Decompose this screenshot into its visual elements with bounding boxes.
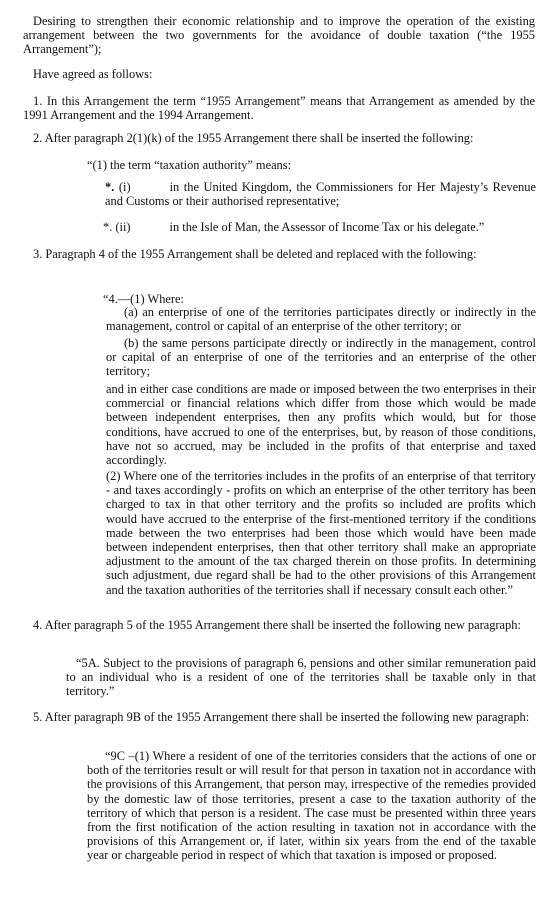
- paragraph-2-item-1: [105, 180, 536, 208]
- paragraph-3-item-a: (a) an enterprise of one of the territories participates directly or indirectly in the management, control or capital of an enterprise of the other territory; or: [106, 305, 536, 334]
- paragraph-2-item-2: [103, 220, 536, 234]
- item-1-text: in the United Kingdom, the Commissioners for Her Majesty’s Revenue and Customs or their authorised representative;: [105, 180, 537, 209]
- item-2-marker: *. (ii): [103, 220, 131, 234]
- paragraph-4-quote: “5A. Subject to the provisions of paragraph 6, pensions and other similar remuneration paid to an individual who is a resident of one of the territories shall be taxable only in that territory.”: [66, 656, 536, 699]
- paragraph-2-intro: 2. After paragraph 2(1)(k) of the 1955 Arrangement there shall be inserted the following:: [33, 131, 474, 145]
- paragraph-2-quote-head: “(1) the term “taxation authority” means:: [87, 158, 292, 172]
- item-1-number: (i): [118, 180, 131, 194]
- paragraph-3-head: “4.—(1) Where:: [103, 292, 184, 306]
- paragraph-3-conditions: and in either case conditions are made or imposed between the two enterprises in their commercial or financial relations which differ from those which would be made between independent enterprises, then any profits which would, but for those conditions, have accrued to one of the enterprises, but, by reason of those conditions, have not so accrued, may be included in the profits of that enterprise and taxed accordingly.: [106, 382, 536, 468]
- preamble-paragraph: Desiring to strengthen their economic relationship and to improve the operation of the existing arrangement between the two governments for the avoidance of double taxation (“the 1955 Arrangement”);: [23, 14, 535, 57]
- item-1-marker: *.: [105, 180, 115, 194]
- paragraph-4-intro: 4. After paragraph 5 of the 1955 Arrangement there shall be inserted the following new paragraph:: [33, 618, 521, 632]
- agreed-paragraph: Have agreed as follows:: [33, 67, 153, 81]
- paragraph-3-subparagraph-2: (2) Where one of the territories includes in the profits of an enterprise of that territory - and taxes accordingly - profits on which an enterprise of the other territory has been charged to tax in that other territory and the profits so included are profits which would have accrued to the enterprise of the first-mentioned territory if the conditions made between the two enterprises had been those which would have been made between independent enterprises, then that other territory shall make an appropriate adjustment to the amount of the tax charged therein on those profits. In determining such adjustment, due regard shall be had to the other provisions of this Arrangement and the taxation authorities of the territories shall if necessary consult each other.”: [106, 469, 536, 597]
- paragraph-5-quote: “9C –(1) Where a resident of one of the territories considers that the actions of one or both of the territories result or will result for that person in taxation not in accordance with the provisions of this Arrangement, that person may, irrespective of the remedies provided by the domestic law of those territories, present a case to the taxation authority of the territory of which that person is a resident. The case must be presented within three years from the first notification of the action resulting in taxation not in accordance with the provisions of this Arrangement or, if later, within six years from the end of the taxable year or chargeable period in respect of which that taxation is imposed or proposed.: [87, 749, 536, 863]
- paragraph-3-item-b: (b) the same persons participate directly or indirectly in the management, control or capital of an enterprise of one of the territories and an enterprise of the other territory;: [106, 336, 536, 379]
- item-2-text: in the Isle of Man, the Assessor of Income Tax or his delegate.”: [169, 220, 485, 234]
- paragraph-1: 1. In this Arrangement the term “1955 Arrangement” means that Arrangement as amended by the 1991 Arrangement and the 1994 Arrangement.: [23, 94, 535, 123]
- paragraph-3-intro: 3. Paragraph 4 of the 1955 Arrangement shall be deleted and replaced with the following:: [33, 247, 477, 261]
- paragraph-5-intro: 5. After paragraph 9B of the 1955 Arrangement there shall be inserted the following new paragraph:: [33, 710, 530, 724]
